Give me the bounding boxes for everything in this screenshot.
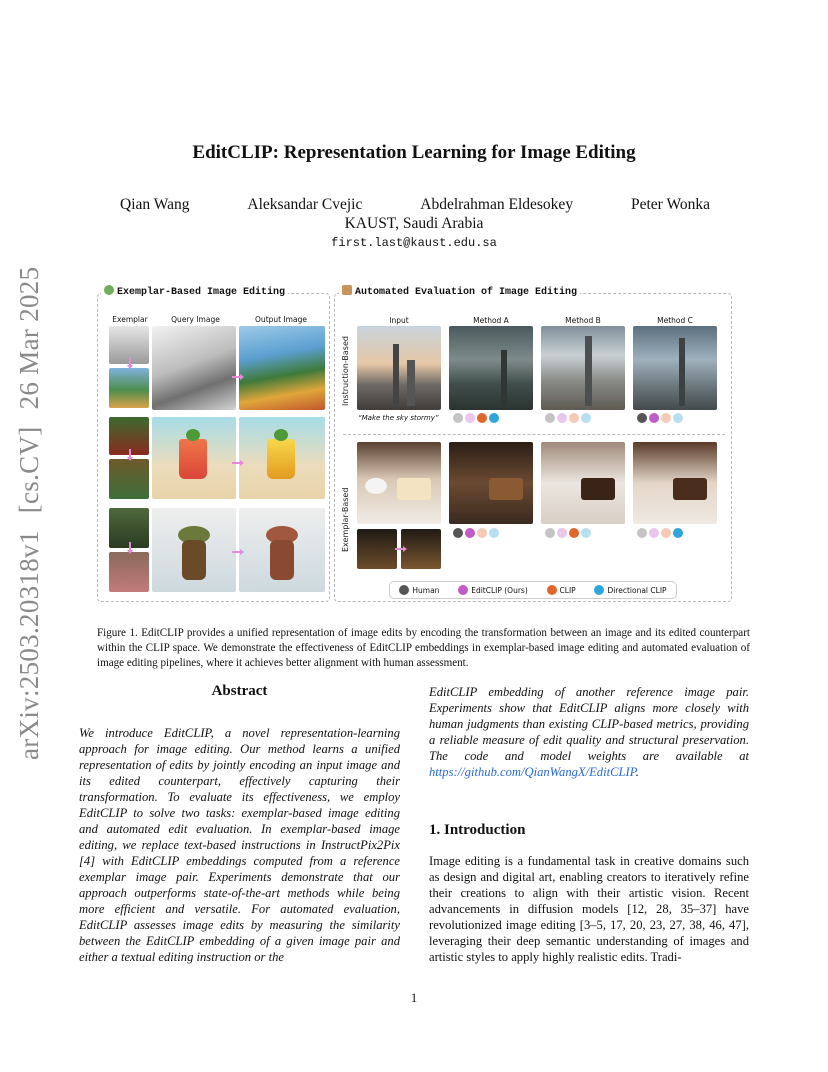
instruction-caption: “Make the sky stormy” bbox=[358, 414, 439, 422]
rank-dots bbox=[453, 528, 499, 538]
method-a-image bbox=[449, 442, 533, 524]
evaluation-panel-title: Automated Evaluation of Image Editing bbox=[339, 285, 580, 298]
code-link[interactable]: https://github.com/QianWangX/EditCLIP bbox=[429, 765, 636, 779]
method-b-image bbox=[541, 442, 625, 524]
exemplar-panel-title: Exemplar-Based Image Editing bbox=[101, 285, 288, 298]
affiliation: KAUST, Saudi Arabia bbox=[344, 215, 484, 232]
rank-dots bbox=[453, 413, 499, 423]
evaluation-panel bbox=[334, 287, 732, 602]
col-head-exemplar: Exemplar bbox=[112, 315, 148, 324]
col-head-method-c: Method C bbox=[657, 316, 693, 325]
exemplar-image bbox=[109, 368, 149, 408]
abstract-heading-wrap bbox=[79, 683, 400, 700]
col-head-method-a: Method A bbox=[473, 316, 509, 325]
human-icon bbox=[399, 585, 409, 595]
editclip-dot bbox=[649, 528, 659, 538]
arxiv-id: arXiv:2503.20318v1 bbox=[14, 530, 44, 760]
human-icon bbox=[453, 528, 463, 538]
author: Abdelrahman Eldesokey bbox=[420, 196, 574, 213]
output-image bbox=[239, 326, 325, 410]
editclip-dot bbox=[465, 413, 475, 423]
directional-clip-dot bbox=[489, 413, 499, 423]
rank-dots bbox=[545, 528, 591, 538]
clip-dot bbox=[477, 528, 487, 538]
exemplar-panel bbox=[97, 287, 330, 602]
arrow-icon bbox=[127, 357, 133, 369]
directional-clip-dot bbox=[673, 413, 683, 423]
author-list bbox=[120, 196, 710, 214]
row-label-exemplar: Exemplar-Based bbox=[341, 487, 350, 552]
clip-dot bbox=[661, 413, 671, 423]
editclip-dot bbox=[557, 528, 567, 538]
arxiv-category: [cs.CV] bbox=[14, 426, 44, 514]
figure-legend bbox=[389, 581, 677, 599]
output-image bbox=[239, 508, 325, 592]
clip-dot bbox=[569, 413, 579, 423]
abstract-continued-text: EditCLIP embedding of another reference image pair. Experiments show that EditCLIP aligns more closely with human judgments than existing CLIP-based metrics, providing a reliable measure of edit quality and structural preservation. The code and model weights are available at bbox=[429, 685, 749, 763]
col-head-input: Input bbox=[389, 316, 409, 325]
rank-dots bbox=[637, 528, 683, 538]
exemplar-image bbox=[357, 529, 397, 569]
arrow-icon bbox=[127, 449, 133, 461]
clip-dot bbox=[569, 528, 579, 538]
method-a-image bbox=[449, 326, 533, 410]
tree-icon bbox=[104, 285, 114, 295]
legend-clip: CLIP bbox=[547, 585, 576, 595]
human-icon bbox=[453, 413, 463, 423]
clip-dot bbox=[547, 585, 557, 595]
human-icon bbox=[637, 413, 647, 423]
exemplar-image bbox=[109, 552, 149, 592]
arrow-icon bbox=[232, 460, 244, 466]
directional-clip-dot bbox=[581, 413, 591, 423]
editclip-dot bbox=[458, 585, 468, 595]
page-number: 1 bbox=[410, 991, 418, 1005]
human-icon bbox=[545, 528, 555, 538]
directional-clip-dot bbox=[673, 528, 683, 538]
intro-heading: 1. Introduction bbox=[429, 822, 526, 838]
author: Peter Wonka bbox=[631, 196, 710, 213]
human-icon bbox=[637, 528, 647, 538]
arxiv-stamp bbox=[14, 257, 45, 760]
method-c-image bbox=[633, 326, 717, 410]
email: first.last@kaust.edu.sa bbox=[331, 236, 497, 250]
abstract-text-continued: EditCLIP embedding of another reference image pair. Experiments show that EditCLIP aligns more closely with human judgments than existing CLIP-based metrics, providing a reliable measure of edit quality and structural preservation. The code and model weights are available at https://github.com/QianWangX/EditCLIP. bbox=[429, 685, 749, 779]
directional-clip-dot bbox=[489, 528, 499, 538]
intro-text: Image editing is a fundamental task in creative domains such as design and digital art, enabling creators to iteratively refine their creations to align with their artistic vision. Recent advancements in diffusion models [12, 28, 35–37] have revolutionized image editing [3–5, 17, 20, 23, 27, 38, 46, 47], leveraging their deep semantic understanding of images and artistic styles to apply highly realistic edits. Tradi- bbox=[429, 854, 749, 964]
clip-dot bbox=[661, 528, 671, 538]
arrow-icon bbox=[395, 546, 407, 552]
legend-human: Human bbox=[399, 585, 439, 595]
query-image bbox=[152, 508, 236, 592]
col-head-method-b: Method B bbox=[565, 316, 601, 325]
legend-editclip: EditCLIP (Ours) bbox=[458, 585, 528, 595]
arrow-icon bbox=[127, 542, 133, 554]
abstract-heading: Abstract bbox=[211, 683, 268, 699]
row-label-instruction: Instruction-Based bbox=[341, 336, 350, 406]
abstract-text: We introduce EditCLIP, a novel representation-learning approach for image editing. Our method learns a unified representation of edits by jointly encoding an input image and its edited counterpart, effectively capturing their transformation. To evaluate its effectiveness, we employ EditCLIP to solve two tasks: exemplar-based image editing and automated edit evaluation. In exemplar-based image editing, we replace text-based instructions in InstructPix2Pix [4] with EditCLIP embeddings computed from a reference exemplar image pair. Experiments demonstrate that our approach outperforms state-of-the-art methods while being more efficient and versatile. For automated evaluation, EditCLIP assesses image edits by measuring the similarity between the EditCLIP embedding of a given image pair and either a textual editing instruction or the bbox=[79, 726, 400, 964]
output-image bbox=[239, 417, 325, 499]
figure-1 bbox=[97, 287, 733, 603]
intro-heading-wrap bbox=[429, 822, 749, 839]
arrow-icon bbox=[232, 549, 244, 555]
clip-dot bbox=[477, 413, 487, 423]
editclip-dot bbox=[649, 413, 659, 423]
input-image bbox=[357, 326, 441, 410]
method-c-image bbox=[633, 442, 717, 524]
rank-dots bbox=[637, 413, 683, 423]
human-icon bbox=[545, 413, 555, 423]
arxiv-date: 26 Mar 2025 bbox=[14, 266, 44, 410]
method-b-image bbox=[541, 326, 625, 410]
editclip-dot bbox=[557, 413, 567, 423]
col-head-query: Query Image bbox=[171, 315, 220, 324]
figure-caption: Figure 1. EditCLIP provides a unified representation of image edits by encoding the transformation between an image and its edited counterpart within the CLIP space. We demonstrate the effectiveness of EditCLIP embeddings in exemplar-based image editing and automated evaluation of image editing pipelines, where it achieves better alignment with human assessment. bbox=[97, 627, 750, 669]
directional-clip-dot bbox=[594, 585, 604, 595]
robot-icon bbox=[342, 285, 352, 295]
rank-dots bbox=[545, 413, 591, 423]
author: Qian Wang bbox=[120, 196, 190, 213]
exemplar-image bbox=[109, 459, 149, 499]
query-image bbox=[152, 326, 236, 410]
author: Aleksandar Cvejic bbox=[247, 196, 363, 213]
input-image bbox=[357, 442, 441, 524]
col-head-output: Output Image bbox=[255, 315, 307, 324]
query-image bbox=[152, 417, 236, 499]
legend-directional-clip: Directional CLIP bbox=[594, 585, 666, 595]
exemplar-image bbox=[401, 529, 441, 569]
arrow-icon bbox=[232, 374, 244, 380]
paper-title: EditCLIP: Representation Learning for Image Editing bbox=[192, 142, 636, 163]
row-divider bbox=[343, 434, 725, 435]
editclip-dot bbox=[465, 528, 475, 538]
directional-clip-dot bbox=[581, 528, 591, 538]
